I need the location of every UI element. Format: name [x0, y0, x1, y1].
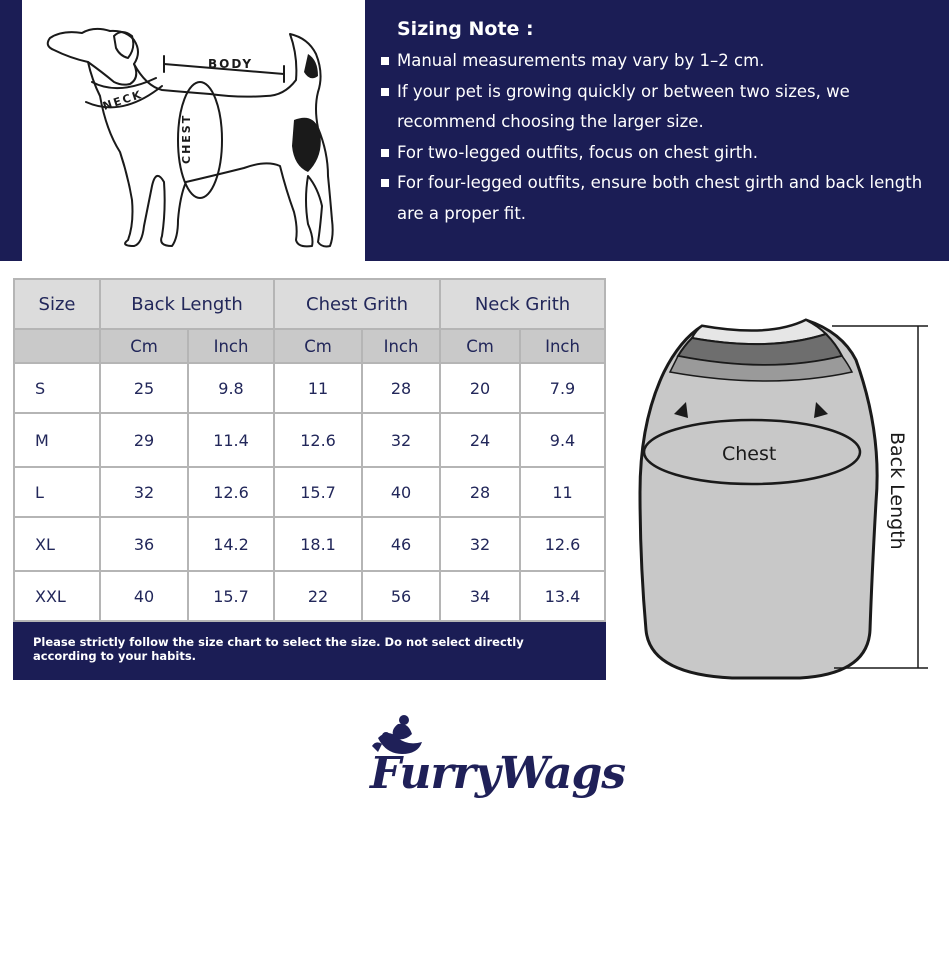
unit-inch: Inch: [188, 329, 274, 363]
value-cell: 20: [440, 363, 520, 413]
value-cell: 14.2: [188, 517, 274, 571]
dog-label-body: BODY: [208, 57, 254, 71]
sizing-note-title: Sizing Note :: [397, 18, 534, 40]
value-cell: 34: [440, 571, 520, 621]
dog-label-chest: CHEST: [180, 113, 193, 164]
header-back-length: Back Length: [100, 279, 274, 329]
shirt-measurement-diagram: [620, 312, 940, 687]
sizing-note-list: [379, 46, 939, 229]
table-row: [14, 413, 605, 467]
header-neck-girth: Neck Grith: [440, 279, 605, 329]
value-cell: 32: [100, 467, 188, 517]
value-cell: 11: [274, 363, 362, 413]
dog-label-neck: NECK: [101, 87, 145, 113]
brand-logo: [364, 712, 626, 822]
value-cell: 12.6: [520, 517, 605, 571]
value-cell: 12.6: [274, 413, 362, 467]
table-row: [14, 517, 605, 571]
value-cell: 32: [362, 413, 440, 467]
size-cell: XXL: [14, 571, 100, 621]
unit-inch: Inch: [362, 329, 440, 363]
size-cell: M: [14, 413, 100, 467]
unit-cm: Cm: [100, 329, 188, 363]
banner-left-strip: [0, 0, 22, 261]
sizing-note-panel: [365, 0, 949, 261]
shirt-outline-icon: [620, 312, 940, 687]
value-cell: 56: [362, 571, 440, 621]
value-cell: 7.9: [520, 363, 605, 413]
unit-empty: [14, 329, 100, 363]
brand-name: FurryWags: [370, 748, 626, 799]
value-cell: 40: [362, 467, 440, 517]
value-cell: 28: [362, 363, 440, 413]
table-row: [14, 467, 605, 517]
sizing-note-item: Manual measurements may vary by 1–2 cm.: [379, 46, 939, 77]
table-row: [14, 363, 605, 413]
value-cell: 9.8: [188, 363, 274, 413]
value-cell: 24: [440, 413, 520, 467]
value-cell: 40: [100, 571, 188, 621]
dog-outline-icon: [22, 0, 365, 261]
dog-measurement-diagram: [22, 0, 365, 261]
value-cell: 9.4: [520, 413, 605, 467]
value-cell: 12.6: [188, 467, 274, 517]
unit-cm: Cm: [274, 329, 362, 363]
table-row: [14, 571, 605, 621]
shirt-chest-label: Chest: [722, 443, 777, 465]
shirt-back-length-label: Back Length: [886, 432, 908, 550]
size-cell: S: [14, 363, 100, 413]
unit-inch: Inch: [520, 329, 605, 363]
value-cell: 15.7: [274, 467, 362, 517]
value-cell: 29: [100, 413, 188, 467]
table-footer-row: [14, 621, 605, 679]
value-cell: 11.4: [188, 413, 274, 467]
header-size: Size: [14, 279, 100, 329]
value-cell: 15.7: [188, 571, 274, 621]
sizing-note-item: For four-legged outfits, ensure both chest girth and back length are a proper fit.: [379, 168, 939, 229]
size-chart-table: [13, 278, 606, 680]
value-cell: 46: [362, 517, 440, 571]
table-header-row: [14, 279, 605, 329]
value-cell: 32: [440, 517, 520, 571]
header-chest-girth: Chest Grith: [274, 279, 440, 329]
sizing-note-item: If your pet is growing quickly or between two sizes, we recommend choosing the larger size.: [379, 77, 939, 138]
value-cell: 36: [100, 517, 188, 571]
size-cell: L: [14, 467, 100, 517]
size-cell: XL: [14, 517, 100, 571]
size-chart-footer-note: Please strictly follow the size chart to select the size. Do not select directly according to your habits.: [14, 621, 605, 679]
value-cell: 28: [440, 467, 520, 517]
value-cell: 11: [520, 467, 605, 517]
value-cell: 18.1: [274, 517, 362, 571]
table-unit-row: [14, 329, 605, 363]
value-cell: 13.4: [520, 571, 605, 621]
sizing-note-item: For two-legged outfits, focus on chest girth.: [379, 138, 939, 169]
value-cell: 22: [274, 571, 362, 621]
value-cell: 25: [100, 363, 188, 413]
unit-cm: Cm: [440, 329, 520, 363]
